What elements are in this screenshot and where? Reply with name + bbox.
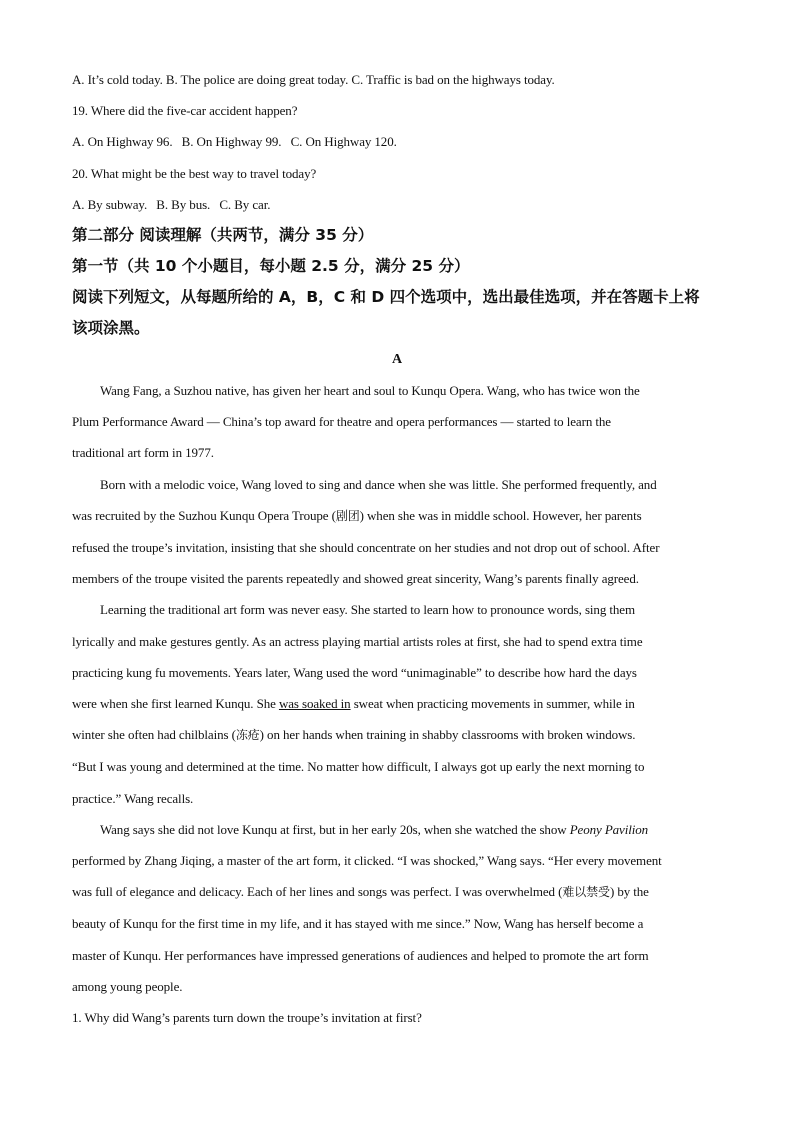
p3-text-c: winter she often had chilblains ( bbox=[72, 727, 236, 743]
q20-option-c: C. By car. bbox=[219, 196, 271, 212]
instruction-line-1: 阅读下列短文，从每题所给的 A，B，C 和 D 四个选项中，选出最佳选项，并在答题卡上将 bbox=[72, 288, 700, 307]
p4-text-b: was full of elegance and delicacy. Each of her lines and songs was perfect. I was overwhelmed ( bbox=[72, 884, 563, 900]
q20-option-b: B. By bus. bbox=[156, 196, 211, 212]
p3-line-4 bbox=[72, 688, 722, 719]
p4-line-6: among young people. bbox=[72, 978, 183, 994]
p1-line-2: Plum Performance Award — China’s top award for theatre and opera performances — started to learn the bbox=[72, 414, 611, 430]
q20-option-a: A. By subway. bbox=[72, 196, 148, 212]
p2-text-a: was recruited by the Suzhou Kunqu Opera Troupe ( bbox=[72, 507, 336, 523]
p3-gloss-chilblains: 冻疮 bbox=[235, 728, 260, 743]
q19-options bbox=[72, 126, 722, 157]
underlined-phrase: was soaked in bbox=[278, 696, 351, 712]
q18-options: A. It’s cold today. B. The police are doing great today. C. Traffic is bad on the highways today. bbox=[72, 72, 555, 87]
p4-text-c: ) by the bbox=[609, 884, 649, 900]
section1-title: 第一节（共 10 个小题目，每小题 2.5 分，满分 25 分） bbox=[72, 257, 470, 276]
passage-label: A bbox=[391, 352, 403, 368]
p4-line-2: performed by Zhang Jiqing, a master of the art form, it clicked. “I was shocked,” Wang says. “Her every movement bbox=[72, 853, 662, 869]
q19-option-a: A. On Highway 96. bbox=[72, 134, 173, 150]
show-title: Peony Pavilion bbox=[569, 821, 649, 837]
p3-text-b: sweat when practicing movements in summer, while in bbox=[350, 696, 635, 712]
p2-text-b: ) when she was in middle school. However, her parents bbox=[359, 507, 642, 523]
p3-line-2: lyrically and make gestures gently. As an actress playing martial artists roles at first, she had to spend extra time bbox=[72, 633, 643, 649]
part2-title: 第二部分 阅读理解（共两节，满分 35 分） bbox=[72, 226, 374, 245]
p4-text-a: Wang says she did not love Kunqu at first, but in her early 20s, when she watched the show bbox=[100, 821, 570, 837]
p3-line-3: practicing kung fu movements. Years later, Wang used the word “unimaginable” to describe how hard the days bbox=[72, 664, 637, 680]
p2-line-2 bbox=[72, 500, 722, 532]
q20-question: 20. What might be the best way to travel today? bbox=[72, 165, 317, 181]
q19-option-b: B. On Highway 99. bbox=[181, 134, 282, 150]
p3-text-d: ) on her hands when training in shabby classrooms with broken windows. bbox=[259, 727, 636, 743]
p3-line-1: Learning the traditional art form was never easy. She started to learn how to pronounce words, sing them bbox=[100, 602, 635, 618]
p4-line-4: beauty of Kunqu for the first time in my life, and it has stayed with me since.” Now, Wang has herself become a bbox=[72, 916, 644, 932]
instruction-line-2: 该项涂黑。 bbox=[72, 319, 150, 338]
p3-line-7: practice.” Wang recalls. bbox=[72, 790, 194, 806]
p3-line-6: “But I was young and determined at the time. No matter how difficult, I always got up early the next morning to bbox=[72, 759, 645, 775]
p2-line-1: Born with a melodic voice, Wang loved to sing and dance when she was little. She performed frequently, and bbox=[100, 476, 657, 492]
p2-line-3: refused the troupe’s invitation, insisting that she should concentrate on her studies and not drop out of school. After bbox=[72, 540, 660, 556]
p3-text-a: were when she first learned Kunqu. She bbox=[72, 696, 279, 712]
q1-question: 1. Why did Wang’s parents turn down the troupe’s invitation at first? bbox=[72, 1010, 422, 1026]
p4-gloss-overwhelmed: 难以禁受 bbox=[562, 885, 610, 900]
p3-line-5 bbox=[72, 719, 722, 751]
p2-gloss-troupe: 剧团 bbox=[335, 508, 360, 523]
q20-options bbox=[72, 189, 722, 220]
p4-line-3 bbox=[72, 876, 722, 908]
p4-line-5: master of Kunqu. Her performances have impressed generations of audiences and helped to promote the art form bbox=[72, 947, 649, 963]
exam-page bbox=[72, 64, 722, 1033]
p1-line-1: Wang Fang, a Suzhou native, has given her heart and soul to Kunqu Opera. Wang, who has twice won the bbox=[100, 383, 640, 399]
p4-line-1 bbox=[72, 814, 722, 845]
q19-question: 19. Where did the five-car accident happen? bbox=[72, 103, 298, 119]
p2-line-4: members of the troupe visited the parents repeatedly and showed great sincerity, Wang’s parents finally agreed. bbox=[72, 571, 639, 587]
q19-option-c: C. On Highway 120. bbox=[290, 134, 397, 150]
p1-line-3: traditional art form in 1977. bbox=[72, 445, 214, 461]
